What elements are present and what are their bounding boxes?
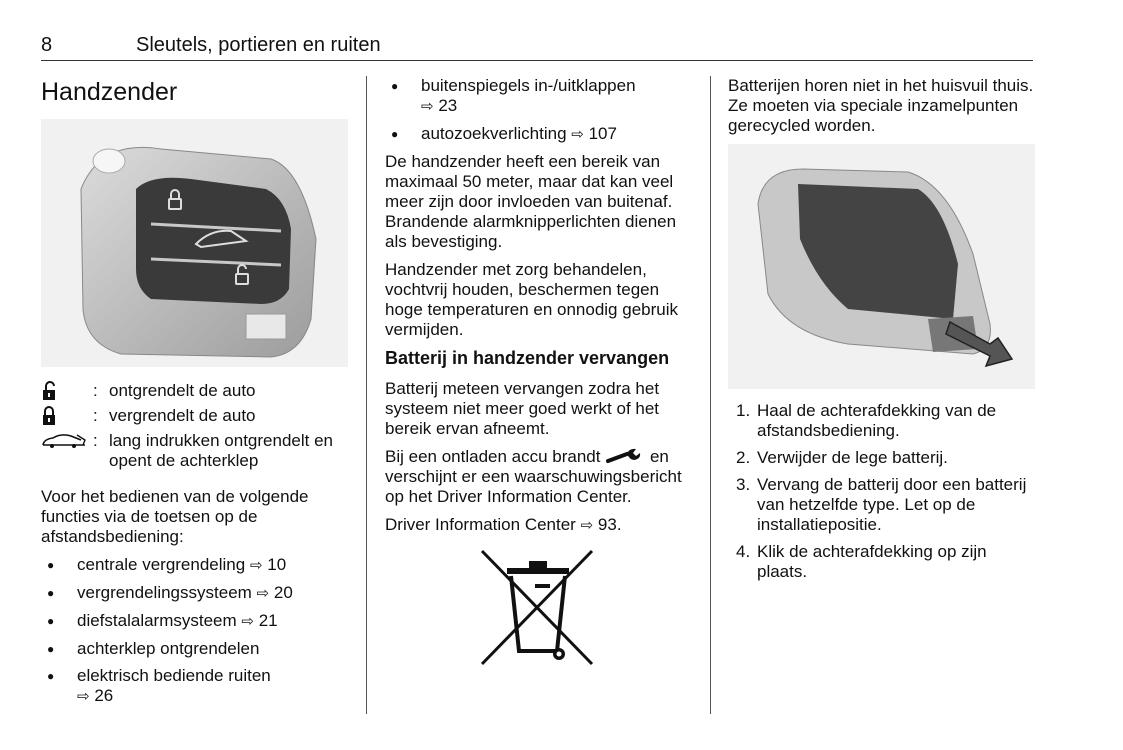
button-legend (41, 381, 346, 471)
paragraph: Batterij meteen vervangen zodra het systeem niet meer goed werkt of het bereik ervan afneemt. (385, 379, 660, 438)
list-item: ● vergrendelingssysteem ⇨ 20 (41, 583, 346, 604)
list-item: ● autozoekverlichting ⇨ 107 (385, 124, 695, 145)
column-divider (366, 76, 367, 714)
intro-text: Voor het bedienen van de volgende functies via de toetsen op de afstandsbediening: (41, 487, 309, 546)
legend-row: : lang indrukken ontgrendelt en opent de achterklep (41, 431, 346, 471)
wrench-icon (605, 447, 645, 466)
column-divider (710, 76, 711, 714)
chapter-title: Sleutels, portieren en ruiten (136, 34, 381, 56)
paragraph: Bij een ontladen accu brandt en verschijnt er een waarschuwingsbericht op het Driver Information Center. (385, 447, 682, 506)
paragraph: Handzender met zorg behandelen, vochtvrij houden, beschermen tegen hoge temperaturen en onnodig gebruik vermijden. (385, 260, 678, 339)
step-item: 1. Haal de achterafdekking van de afstandsbediening. (736, 401, 997, 440)
page-ref-icon: ⇨ (256, 585, 270, 602)
list-item: ● diefstalalarmsysteem ⇨ 21 (41, 611, 346, 632)
column-2 (385, 76, 695, 671)
page-ref-icon: ⇨ (421, 98, 434, 115)
paragraph: Batterijen horen niet in het huisvuil thuis. Ze moeten via speciale inzamelpunten gerecycled worden. (728, 76, 1034, 135)
column-3 (728, 76, 1038, 589)
function-list (41, 555, 346, 707)
page-ref-icon: ⇨ (241, 613, 254, 630)
legend-row: : vergrendelt de auto (41, 406, 346, 431)
page-ref-icon: ⇨ (77, 688, 90, 705)
legend-row: : ontgrendelt de auto (41, 381, 346, 406)
paragraph: De handzender heeft een bereik van maximaal 50 meter, maar dat kan veel meer zijn door invloeden van buitenaf. Brandende alarmknipperlichten dienen als bevestiging. (385, 152, 677, 251)
key-fob-illustration (41, 119, 348, 367)
page-ref-icon: ⇨ (571, 126, 584, 143)
key-fob-figure (41, 119, 348, 367)
step-item: 4. Klik de achterafdekking op zijn plaats. (736, 542, 987, 581)
page-header (41, 34, 1033, 61)
page-ref-icon: ⇨ (249, 557, 263, 574)
unlock-icon (41, 381, 93, 406)
weee-recycling-symbol (477, 546, 599, 671)
section-heading: Handzender (41, 78, 178, 106)
battery-cover-figure (728, 144, 1035, 389)
lock-icon (41, 406, 93, 431)
list-item: ● elektrisch bediende ruiten ⇨ 26 (41, 666, 346, 707)
list-item: ● centrale vergrendeling ⇨ 10 (41, 555, 346, 576)
function-list-continued (385, 76, 695, 145)
battery-cover-illustration (728, 144, 1035, 389)
list-item: ● achterklep ontgrendelen (41, 639, 346, 659)
steps-list (728, 401, 1038, 582)
step-item: 3. Vervang de batterij door een batterij van hetzelfde type. Let op de installatiepositie. (736, 475, 1027, 534)
page-ref-icon: ⇨ (580, 517, 594, 534)
subsection-heading: Batterij in handzender vervangen (385, 348, 670, 368)
list-item: ● buitenspiegels in-/uitklappen ⇨ 23 (385, 76, 695, 117)
page-number: 8 (41, 34, 53, 56)
column-1 (41, 76, 346, 714)
car-tailgate-icon (41, 431, 93, 471)
step-item: 2. Verwijder de lege batterij. (736, 448, 948, 467)
paragraph: Driver Information Center ⇨ 93. (385, 515, 622, 534)
